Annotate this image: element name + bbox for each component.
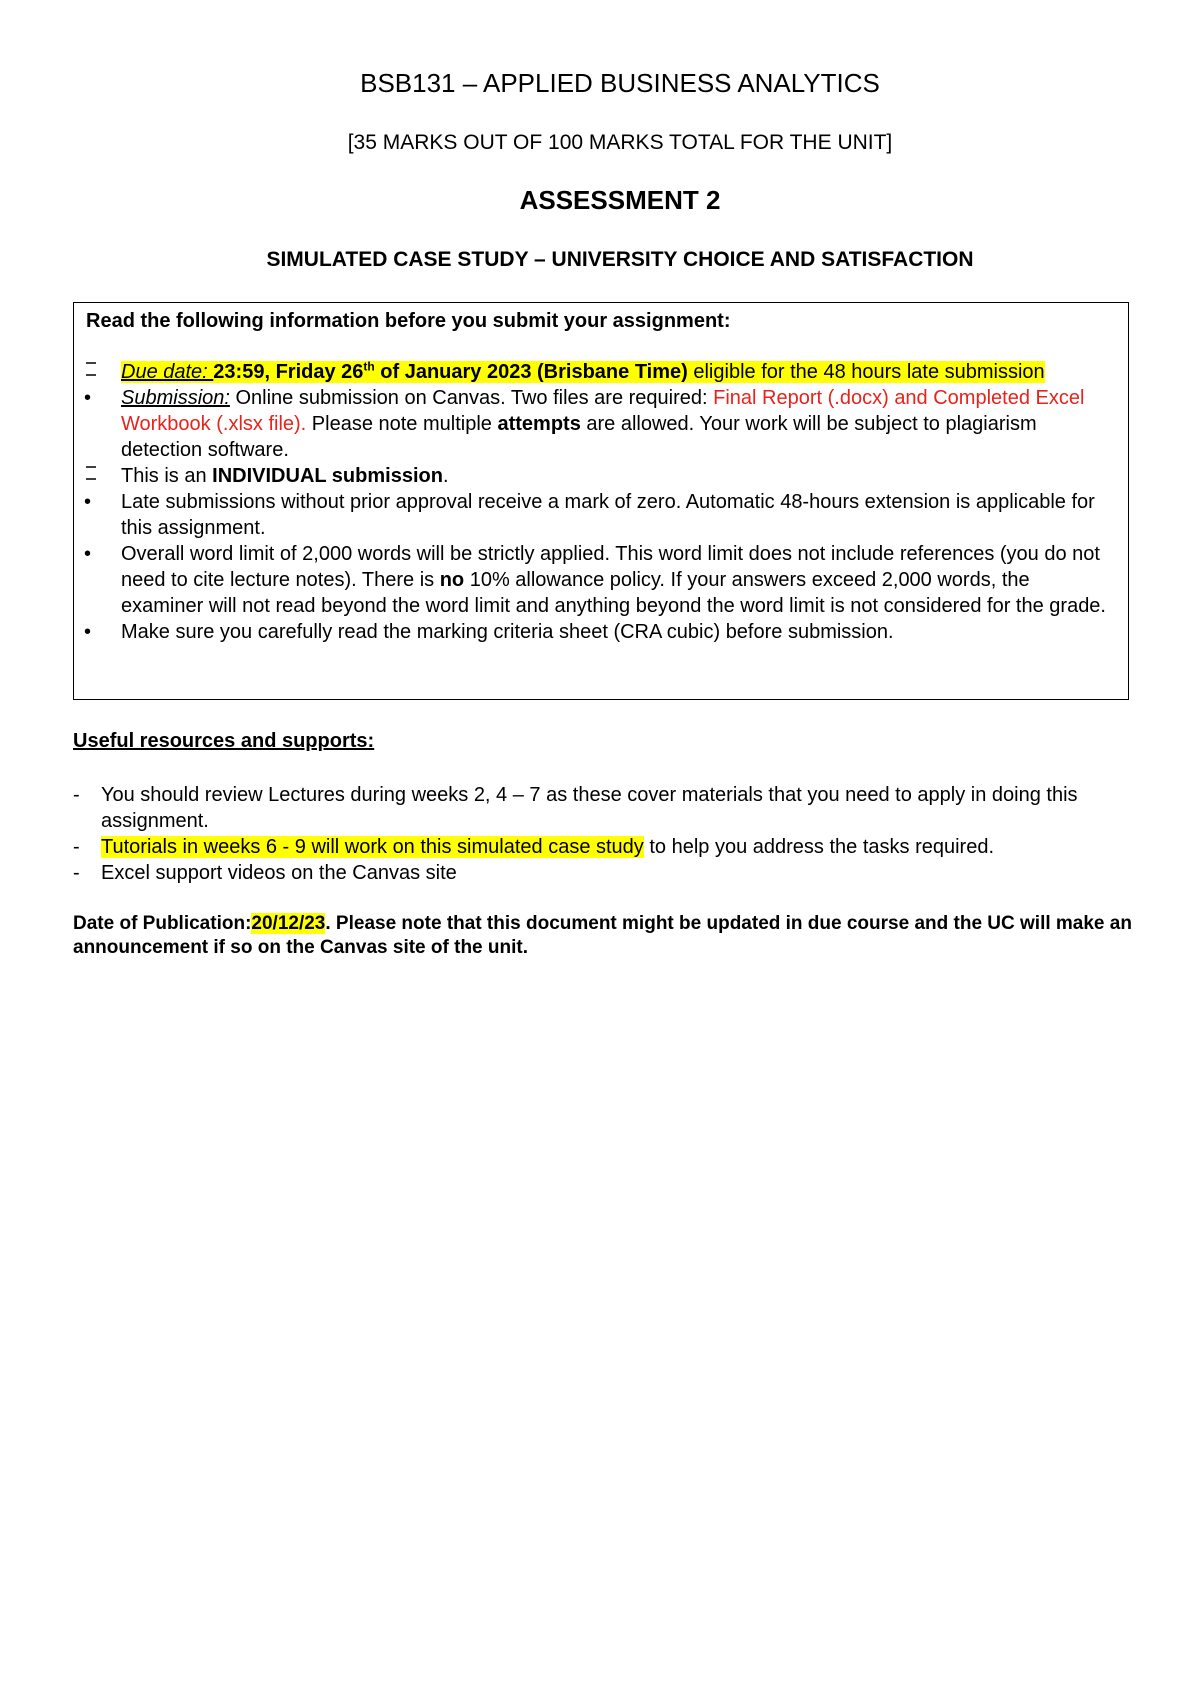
dash-bullet: - [73, 784, 80, 806]
due-date-highlight [121, 361, 1045, 383]
submission-text-1: Online submission on Canvas. Two files are required: [229, 387, 714, 409]
info-list [74, 359, 1128, 645]
publication-label: Date of Publication: [73, 913, 252, 934]
publication-text: . Please note that this document might be updated in due course and the UC will make an announcement if so on the Canvas site of the unit. [73, 913, 1132, 958]
list-item-submission [74, 385, 1128, 463]
case-study-subtitle: SIMULATED CASE STUDY – UNIVERSITY CHOICE AND SATISFACTION [266, 248, 974, 271]
publication-note [73, 912, 1133, 960]
submission-files: Final Report (.docx) and Completed Excel Workbook (.xlsx file). [121, 387, 1085, 435]
resource-item-tutorials [73, 834, 1143, 860]
due-date-value-2: of January 2023 (Brisbane Time) [374, 361, 688, 383]
individual-bold: INDIVIDUAL submission [212, 465, 443, 487]
word-limit-bold: no [439, 569, 465, 591]
due-date-value: 23:59, Friday 26 [213, 361, 364, 383]
list-item-due-date [74, 359, 1128, 385]
resource-excel-text: Excel support videos on the Canvas site [101, 862, 457, 884]
submission-attempts: attempts [497, 413, 581, 435]
late-submissions-text: Late submissions without prior approval receive a mark of zero. Automatic 48-hours extension is applicable for this assignment. [121, 491, 1095, 539]
due-date-sup: th [363, 359, 375, 374]
resources-list [73, 782, 1143, 886]
list-item-marking-criteria [74, 619, 1128, 645]
dash-bullet: - [73, 862, 80, 884]
missing-glyph-bullet-icon [84, 359, 108, 385]
resource-item-lectures [73, 782, 1143, 834]
resource-tutorials-highlight: Tutorials in weeks 6 - 9 will work on this simulated case study [101, 836, 644, 858]
marks-line: [35 MARKS OUT OF 100 MARKS TOTAL FOR THE UNIT] [347, 131, 893, 154]
bullet-icon: • [84, 387, 92, 409]
assessment-title: ASSESSMENT 2 [519, 185, 721, 215]
individual-text-1: This is an [121, 465, 213, 487]
resource-lectures-text: You should review Lectures during weeks 2, 4 – 7 as these cover materials that you need to apply in doing this assignment. [101, 784, 1078, 832]
bullet-icon: • [84, 621, 92, 643]
info-box [73, 302, 1129, 700]
submission-label: Submission: [121, 387, 230, 409]
bullet-icon: • [84, 543, 92, 565]
word-limit-text-1: Overall word limit of 2,000 words will be strictly applied. This word limit does not include references (you do not need to cite lecture notes). There is [121, 543, 1100, 591]
list-item-individual [74, 463, 1128, 489]
submission-text-3: are allowed. Your work will be subject to plagiarism detection software. [121, 413, 1037, 461]
info-box-heading: Read the following information before you submit your assignment: [86, 310, 731, 332]
marking-criteria-text: Make sure you carefully read the marking criteria sheet (CRA cubic) before submission. [121, 621, 894, 643]
resources-heading: Useful resources and supports: [73, 730, 375, 752]
word-limit-text-2: 10% allowance policy. If your answers exceed 2,000 words, the examiner will not read beyond the word limit and anything beyond the word limit is not considered for the grade. [121, 569, 1106, 617]
due-date-rest: eligible for the 48 hours late submission [687, 361, 1045, 383]
dash-bullet: - [73, 836, 80, 858]
resource-tutorials-text: to help you address the tasks required. [643, 836, 995, 858]
unit-title: BSB131 – APPLIED BUSINESS ANALYTICS [360, 68, 880, 98]
list-item-word-limit [74, 541, 1128, 619]
missing-glyph-bullet-icon [84, 463, 108, 489]
bullet-icon: • [84, 491, 92, 513]
submission-text-2: Please note multiple [306, 413, 498, 435]
resource-item-excel [73, 860, 1143, 886]
due-date-label: Due date: [121, 361, 214, 383]
individual-text-2: . [442, 465, 449, 487]
list-item-late-submissions [74, 489, 1128, 541]
publication-date: 20/12/23 [251, 913, 326, 934]
